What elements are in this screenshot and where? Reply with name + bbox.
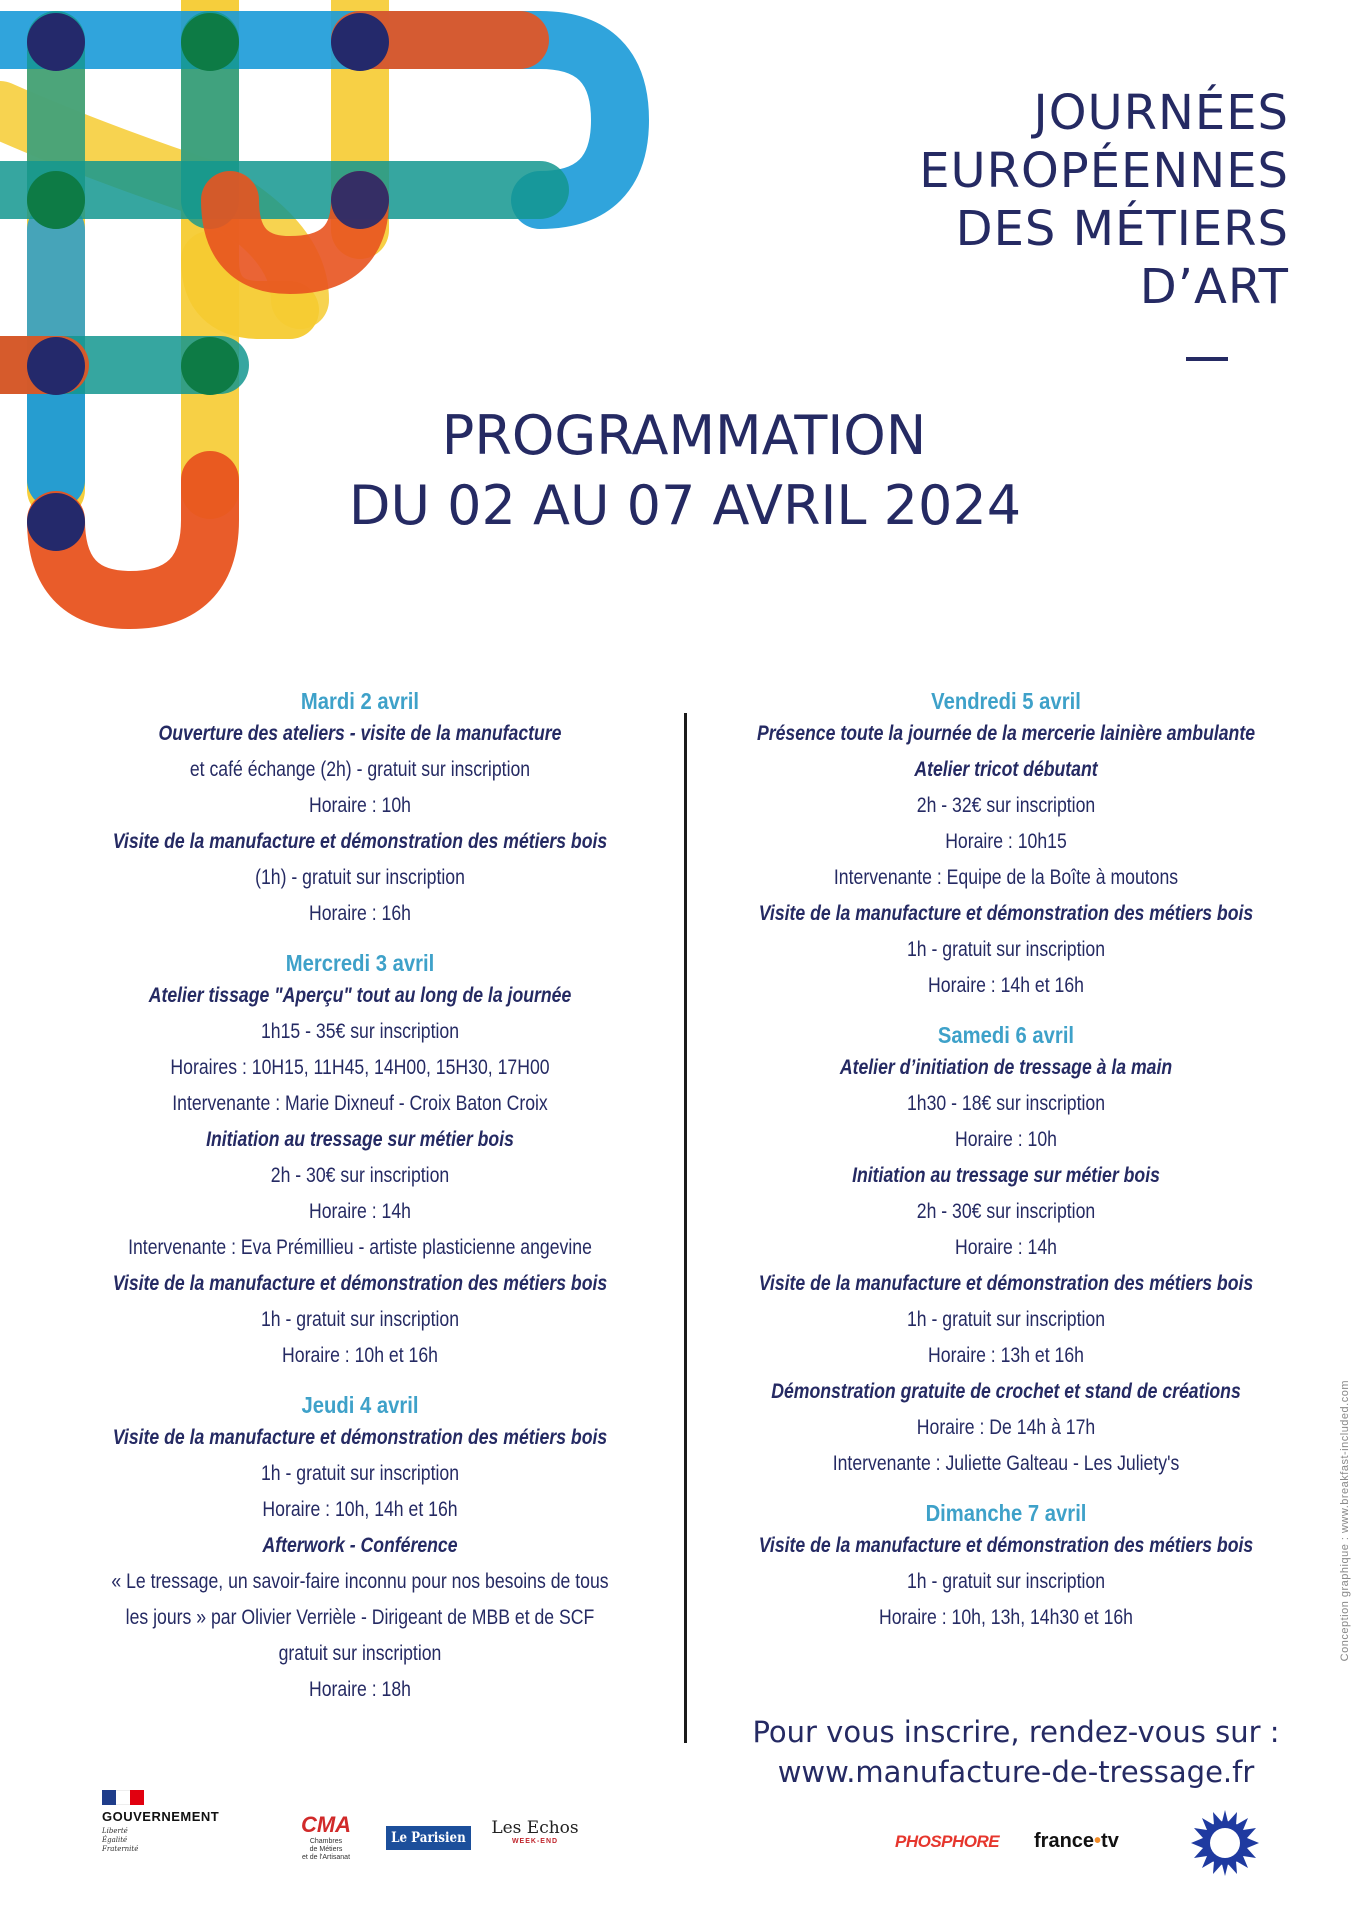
event-line: 2h - 32€ sur inscription [916, 794, 1096, 817]
event-line: 1h - gratuit sur inscription [906, 938, 1106, 961]
event-line: 1h30 - 18€ sur inscription [906, 1092, 1106, 1115]
event-line: Horaire : 14h et 16h [928, 974, 1084, 997]
event-line: Horaires : 10H15, 11H45, 14H00, 15H30, 17H00 [170, 1056, 550, 1079]
event-line: Atelier tissage "Aperçu" tout au long de la journée [148, 984, 572, 1007]
day-heading-vendredi: Vendredi 5 avril [931, 688, 1081, 714]
event-line: Horaire : De 14h à 17h [916, 1416, 1096, 1439]
gouvernement-logo [102, 1790, 252, 1854]
event-line: Intervenante : Marie Dixneuf - Croix Baton Croix [172, 1092, 548, 1115]
event-line: 2h - 30€ sur inscription [916, 1200, 1096, 1223]
event-line: et café échange (2h) - gratuit sur inscription [189, 758, 531, 781]
event-line: les jours » par Olivier Verrièle - Dirigeant de MBB et de SCF [125, 1606, 595, 1629]
francetv-tv: tv [1101, 1830, 1119, 1852]
cma-subtitle: Chambres [309, 1838, 343, 1845]
gouvernement-label: GOUVERNEMENT [102, 1809, 220, 1824]
event-title-line: DES MÉTIERS [955, 201, 1289, 257]
event-line: Horaire : 10h et 16h [282, 1344, 438, 1367]
event-line: Horaire : 10h [955, 1128, 1057, 1151]
event-line: Visite de la manufacture et démonstration des métiers bois [758, 902, 1254, 925]
event-line: Intervenante : Juliette Galteau - Les Juliety's [832, 1452, 1180, 1475]
les-echos-title: Les Echos [491, 1818, 579, 1838]
registration-info [706, 1712, 1326, 1792]
event-line: Visite de la manufacture et démonstration des métiers bois [112, 1272, 608, 1295]
event-line: Atelier d’initiation de tressage à la main [839, 1056, 1173, 1079]
event-line: « Le tressage, un savoir-faire inconnu pour nos besoins de tous [111, 1570, 609, 1593]
francetv-logo: france•tv [1034, 1830, 1119, 1852]
gouv-motto: Liberté [102, 1827, 128, 1835]
event-line: Afterwork - Conférence [262, 1534, 458, 1557]
cma-subtitle: et de l'Artisanat [301, 1854, 351, 1861]
event-line: Horaire : 14h [955, 1236, 1057, 1259]
event-line: Initiation au tressage sur métier bois [206, 1128, 514, 1151]
event-line: Initiation au tressage sur métier bois [852, 1164, 1160, 1187]
day-heading-mardi: Mardi 2 avril [300, 688, 420, 714]
les-echos-logo [490, 1818, 580, 1845]
day-heading-jeudi: Jeudi 4 avril [301, 1392, 419, 1418]
day-heading-mercredi: Mercredi 3 avril [285, 950, 435, 976]
event-line: Horaire : 10h15 [945, 830, 1067, 853]
event-line: Visite de la manufacture et démonstration des métiers bois [112, 830, 608, 853]
event-line: Horaire : 10h, 13h, 14h30 et 16h [878, 1606, 1133, 1629]
registration-text: Pour vous inscrire, rendez-vous sur : [752, 1715, 1280, 1749]
event-line: Ouverture des ateliers - visite de la manufacture [158, 722, 562, 745]
event-line: 1h - gratuit sur inscription [906, 1570, 1106, 1593]
event-line: Horaire : 10h [309, 794, 411, 817]
event-line: Présence toute la journée de la mercerie lainière ambulante [756, 722, 1256, 745]
event-line: Intervenante : Eva Prémillieu - artiste plasticienne angevine [128, 1236, 592, 1259]
event-title-line: EUROPÉENNES [919, 143, 1289, 199]
event-line: 1h15 - 35€ sur inscription [260, 1020, 460, 1043]
event-line: 1h - gratuit sur inscription [260, 1462, 460, 1485]
event-line: Atelier tricot débutant [914, 758, 1098, 781]
event-line: Horaire : 14h [309, 1200, 411, 1223]
cma-subtitle: de Métiers [309, 1846, 343, 1853]
event-line: gratuit sur inscription [278, 1642, 442, 1665]
day-heading-dimanche: Dimanche 7 avril [925, 1500, 1087, 1526]
title-dash-divider [1186, 357, 1228, 361]
french-flag-icon [102, 1790, 144, 1805]
phosphore-logo: PHOSPHORE [895, 1832, 1000, 1851]
jema-seal-logo [1190, 1808, 1260, 1878]
event-line: Horaire : 18h [309, 1678, 411, 1701]
event-line: Visite de la manufacture et démonstration des métiers bois [112, 1426, 608, 1449]
event-line: Horaire : 16h [309, 902, 411, 925]
event-line: Intervenante : Equipe de la Boîte à moutons [833, 866, 1179, 889]
design-credit: Conception graphique : www.breakfast-included.com [1339, 1380, 1351, 1662]
event-title-line: D’ART [1139, 259, 1289, 315]
program-dates: DU 02 AU 07 AVRIL 2024 [348, 474, 1022, 537]
le-parisien-logo: Le Parisien [386, 1826, 471, 1850]
event-title [919, 84, 1289, 316]
registration-url[interactable]: www.manufacture-de-tressage.fr [777, 1755, 1255, 1789]
gouv-motto: Fraternité [102, 1845, 139, 1853]
event-line: 1h - gratuit sur inscription [260, 1308, 460, 1331]
day-heading-samedi: Samedi 6 avril [937, 1022, 1075, 1048]
event-line: (1h) - gratuit sur inscription [255, 866, 465, 889]
event-line: 1h - gratuit sur inscription [906, 1308, 1106, 1331]
column-divider [684, 713, 687, 1743]
event-line: 2h - 30€ sur inscription [270, 1164, 450, 1187]
event-title-line: JOURNÉES [1033, 85, 1289, 141]
event-line: Horaire : 10h, 14h et 16h [262, 1498, 458, 1521]
event-line: Visite de la manufacture et démonstration des métiers bois [758, 1272, 1254, 1295]
program-title: PROGRAMMATION [441, 404, 927, 467]
schedule-right-column [706, 686, 1306, 1636]
francetv-word: france [1034, 1830, 1095, 1852]
cma-logo [296, 1812, 356, 1862]
schedule-left-column [60, 686, 660, 1708]
gouv-motto: Égalité [102, 1836, 128, 1844]
cma-mark: CMA [300, 1812, 352, 1837]
event-line: Visite de la manufacture et démonstration des métiers bois [758, 1534, 1254, 1557]
les-echos-sub: WEEK-END [511, 1838, 559, 1845]
event-line: Horaire : 13h et 16h [928, 1344, 1084, 1367]
decorative-artwork [0, 0, 680, 640]
event-line: Démonstration gratuite de crochet et stand de créations [771, 1380, 1241, 1403]
